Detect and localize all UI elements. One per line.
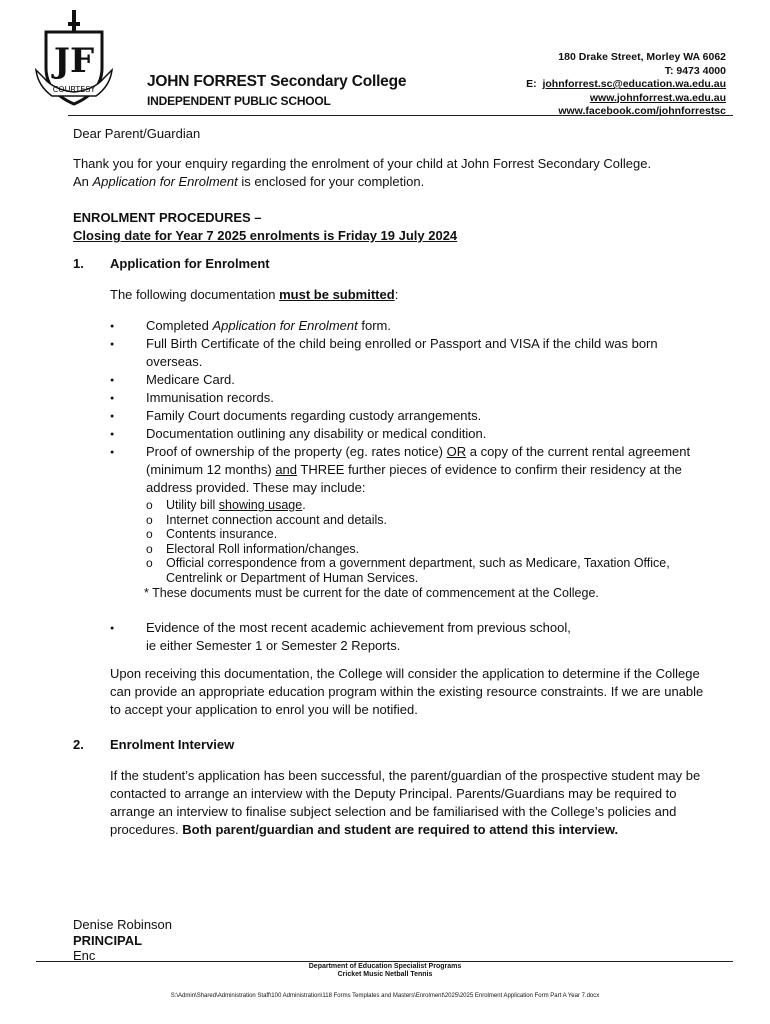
footer-programs: Department of Education Specialist Programs — [308, 963, 462, 970]
contact-block — [526, 51, 726, 119]
list-item: ● Completed Application for Enrolment form. — [110, 317, 710, 335]
enclosure-note: Enc — [73, 948, 96, 963]
closing-date: Closing date for Year 7 2025 enrolments is Friday 19 July 2024 — [73, 228, 458, 243]
sub-item: o Electoral Roll information/changes. — [146, 542, 710, 557]
evidence-sublist — [146, 498, 710, 585]
section-1-title: Application for Enrolment — [110, 256, 270, 271]
evidence-note: * These documents must be current for the date of commencement at the College. — [144, 586, 599, 600]
school-crest-logo — [32, 8, 128, 112]
footer-divider — [36, 961, 733, 962]
file-path: S:\Admin\Shared\Administration Staff\100 Administration\118 Forms Templates and Masters\Enrolment\2025\2025 Enrolment Application Form Part A Year 7.docx — [170, 993, 600, 999]
list-item: ● Medicare Card. — [110, 371, 710, 389]
svg-text:COURTESY: COURTESY — [52, 85, 96, 94]
salutation: Dear Parent/Guardian — [73, 126, 201, 141]
school-name: JOHN FORREST Secondary College — [147, 73, 407, 90]
address: 180 Drake Street, Morley WA 6062 — [558, 51, 726, 63]
phone: T: 9473 4000 — [664, 64, 726, 77]
section-1-lead: The following documentation must be submitted: — [110, 287, 399, 302]
intro-paragraph: Thank you for your enquiry regarding the enrolment of your child at John Forrest Secondary College. An Application for Enrolment is enclosed for your completion. — [73, 156, 652, 189]
list-item: ● Evidence of the most recent academic achievement from previous school, ie either Semester 1 or Semester 2 Reports. — [110, 619, 710, 655]
sub-item: o Utility bill showing usage. — [146, 498, 710, 513]
section-2-number: 2. — [73, 737, 84, 752]
facebook-link[interactable]: www.facebook.com/johnforrestsc — [558, 105, 726, 117]
section-2-text: If the student’s application has been successful, the parent/guardian of the prospective student may be contacted to arrange an interview with the Deputy Principal. Parents/Guardians may be required to arrange an interview to finalise subject selection and be familiarised with the College’s policies and procedures. Both parent/guardian and student are required to attend this interview. — [110, 768, 701, 837]
sub-item: o Official correspondence from a government department, such as Medicare, Taxation Office, Centrelink or Department of Human Services. — [146, 556, 710, 585]
principal-name: Denise Robinson — [73, 917, 173, 932]
section-1-closing: Upon receiving this documentation, the College will consider the application to determine if the College can provide an appropriate education program within the existing resource constraints. If we are unable to accept your application to enrol you will be notified. — [110, 666, 704, 717]
footer-programs-list: Cricket Music Netball Tennis — [337, 971, 433, 978]
header-divider — [68, 115, 733, 116]
list-item: ● Full Birth Certificate of the child being enrolled or Passport and VISA if the child was born overseas. — [110, 335, 710, 371]
email-line: E: johnforrest.sc@education.wa.edu.au — [526, 78, 726, 90]
procedures-heading: ENROLMENT PROCEDURES – Closing date for Year 7 2025 enrolments is Friday 19 July 2024 — [73, 210, 458, 243]
svg-text:JF: JF — [53, 41, 95, 81]
section-1-number: 1. — [73, 256, 84, 271]
sub-item: o Contents insurance. — [146, 527, 710, 542]
website-link[interactable]: www.johnforrest.wa.edu.au — [589, 91, 726, 104]
signature-block — [73, 917, 172, 964]
email-link[interactable]: johnforrest.sc@education.wa.edu.au — [542, 78, 726, 90]
principal-title: PRINCIPAL — [73, 932, 143, 948]
list-item: ● Documentation outlining any disability or medical condition. — [110, 425, 710, 443]
list-item: ● Immunisation records. — [110, 389, 710, 407]
section-2-title: Enrolment Interview — [110, 737, 235, 752]
list-item: ● Family Court documents regarding custody arrangements. — [110, 407, 710, 425]
sub-item: o Internet connection account and details. — [146, 513, 710, 528]
school-subtitle: INDEPENDENT PUBLIC SCHOOL — [147, 94, 331, 108]
documentation-list — [110, 317, 710, 655]
list-item: ● Proof of ownership of the property (eg. rates notice) OR a copy of the current rental agreement (minimum 12 months) and THREE further pieces of evidence to confirm their residency at the address provided. These may include: o Utility bill showing usage. o Internet connection account and details. o Contents insurance. o Electoral Roll information/changes. o Official correspondence from a government department, such as Medicare, Taxation Office, Centrelink or Department of Human Services. * These documents must be current for the date of commencement at the College. — [110, 443, 710, 601]
